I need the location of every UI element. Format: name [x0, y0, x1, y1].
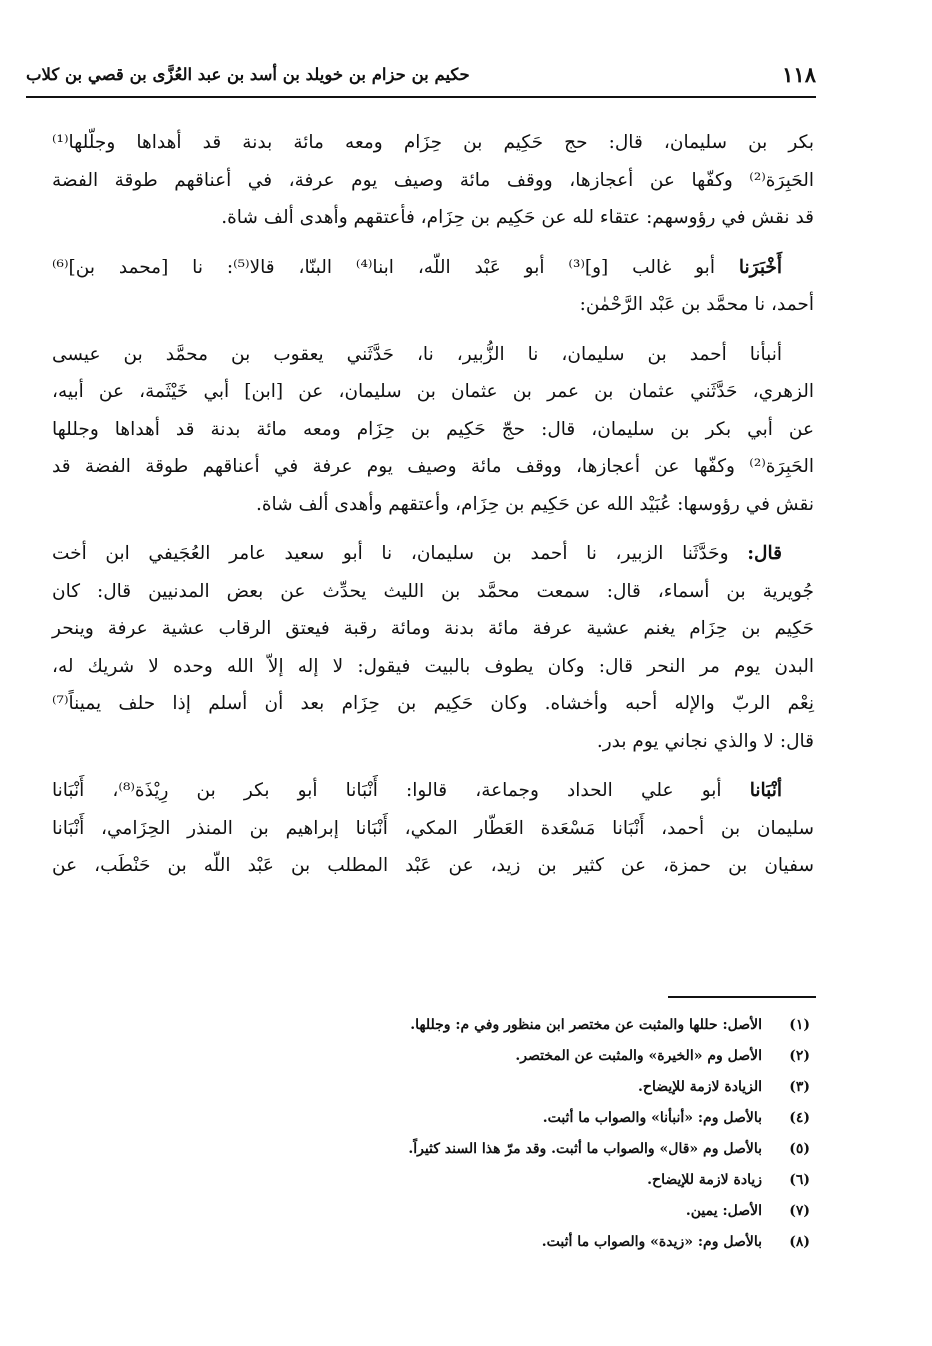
text-line: حَكِيم بن حِزَام يغنم عشية عرفة مائة بدنة ومائة رقبة فيعتق الرقاب عشية عرفة وينحر — [52, 618, 814, 639]
paragraph-keyword: أَخْبَرَنا — [738, 256, 783, 278]
footnote — [200, 1010, 810, 1041]
text-line: قد نقش في رؤوسهم: عتقاء لله عن حَكِيم بن حِزَام، فأعتقهم وأهدى ألف شاة. — [221, 207, 814, 228]
paragraph — [52, 535, 814, 760]
paragraph — [52, 772, 814, 885]
text-line: الحَبِرَة⁽²⁾ وكفّها عن أعجازها، ووقف مائة وصيف يوم عرفة، في أعناقهم طوقة الفضة — [52, 169, 814, 191]
running-title: حكيم بن حزام بن خويلد بن أسد بن عبد العُزَّى بن قصي بن كلاب — [26, 65, 470, 84]
footnote-text: الأصل وم «الخيرة» والمثبت عن المختصر. — [515, 1048, 762, 1064]
text-line: الزهري، حَدَّثَني عثمان بن عمر بن عثمان بن سليمان، عن [ابن] أبي خَيْثَمة، عن أبيه، — [52, 381, 814, 402]
footnote — [200, 1227, 810, 1258]
footnote — [200, 1041, 810, 1072]
footnote-number: (٥) — [789, 1141, 810, 1157]
text-line: سفيان بن حمزة، عن كثير بن زيد، عن عَبْد المطلب بن عَبْد اللّه بن حَنْطَب، عن — [52, 855, 814, 876]
text-fragment: أبو غالب [و]⁽³⁾ أبو عَبْد اللّه، ابنا⁽⁴⁾ البنّا، قالا⁽⁵⁾: نا [محمد بن]⁽⁶⁾ — [52, 256, 715, 278]
footnote-number: (٧) — [789, 1203, 810, 1219]
footnote-number: (١) — [789, 1017, 810, 1033]
footnote — [200, 1103, 810, 1134]
text-line — [52, 249, 814, 287]
page-header — [26, 56, 816, 98]
text-line — [52, 772, 814, 810]
text-fragment: وحَدَّثَنا الزبير، نا أحمد بن سليمان، نا أبو سعيد عامر العُجَيفي ابن أخت — [52, 543, 729, 564]
text-line: قال: لا والذي نجاني يوم بدر. — [596, 730, 814, 752]
text-line: أنبأنا أحمد بن سليمان، نا الزُّبير، نا، حَدَّثَني يعقوب بن محمَّد بن عيسى — [52, 343, 782, 365]
footnote-text: الزيادة لازمة للإيضاح. — [638, 1079, 762, 1095]
footnote-text: الأصل: حللها والمثبت عن مختصر ابن منظور وفي م: وجللها. — [410, 1017, 762, 1033]
footnote — [200, 1134, 810, 1165]
footnote-divider — [668, 996, 816, 998]
footnote-number: (٢) — [789, 1048, 810, 1064]
footnote-text: الأصل: يمين. — [685, 1203, 762, 1219]
paragraph — [52, 336, 814, 524]
footnotes — [200, 1010, 810, 1258]
paragraph-keyword: أنْبَانا — [749, 780, 782, 801]
text-fragment: أبو علي الحداد وجماعة، قالوا: أَنْبَانا أبو بكر بن رِيْذَة⁽⁸⁾، أَنْبَانا — [52, 780, 722, 801]
footnote-text: بالأصل وم: «زيدة» والصواب ما أثبت. — [541, 1234, 762, 1250]
text-line: سليمان بن أحمد، أَنْبَانا مَسْعَدة العَطّار المكي، أَنْبَانا إبراهيم بن المنذر الحِزَامي، أَنْبَانا — [52, 817, 814, 839]
paragraph-keyword: قال: — [747, 543, 782, 564]
footnote-number: (٦) — [789, 1172, 810, 1188]
text-line: جُويرية بن أسماء، قال: سمعت محمَّد بن الليث يحدِّث عن بعض المدنيين قال: كان — [52, 580, 814, 602]
text-line: بكر بن سليمان، قال: حج حَكِيم بن حِزَام ومعه مائة بدنة قد أهداها وجلّلها⁽¹⁾ — [52, 132, 814, 153]
paragraph — [52, 249, 814, 324]
footnote-number: (٣) — [789, 1079, 810, 1095]
footnote-text: زيادة لازمة للإيضاح. — [647, 1172, 762, 1188]
text-line — [52, 535, 814, 573]
text-line: أحمد، نا محمَّد بن عَبْد الرَّحْمٰن: — [579, 294, 814, 315]
paragraph — [52, 124, 814, 237]
footnote-text: بالأصل وم: «أنبأنا» والصواب ما أثبت. — [542, 1110, 762, 1126]
page-number: ١١٨ — [782, 62, 816, 87]
footnote — [200, 1165, 810, 1196]
footnote — [200, 1196, 810, 1227]
footnote-number: (٤) — [789, 1110, 810, 1126]
text-line: البدن يوم مر النحر قال: وكان يطوف بالبيت فيقول: لا إله إلاّ الله وحده لا شريك له، — [52, 655, 814, 677]
text-line: الحَبِرَة⁽²⁾ وكفّها عن أعجازها، ووقف مائة وصيف يوم عرفة في أعناقهم طوقة الفضة قد — [52, 456, 814, 477]
text-line: نقش في رؤوسها: عُبَيْد الله عن حَكِيم بن حِزَام، وأعتقهم وأهدى ألف شاة. — [255, 493, 814, 515]
footnote-text: بالأصل وم «قال» والصواب ما أثبت. وقد مرّ هذا السند كثيراً. — [408, 1141, 762, 1157]
text-line: عن أبي بكر بن سليمان، قال: حجّ حَكِيم بن حِزَام ومعه مائة بدنة قد أهداها وجللها — [52, 418, 814, 440]
main-text — [52, 124, 814, 885]
footnote — [200, 1072, 810, 1103]
text-line: نِعْم الربّ والإله أحبه وأخشاه. وكان حَكِيم بن حِزَام بعد أن أسلم إذا حلف يميناً⁽⁷⁾ — [52, 693, 814, 714]
footnote-number: (٨) — [789, 1234, 810, 1250]
